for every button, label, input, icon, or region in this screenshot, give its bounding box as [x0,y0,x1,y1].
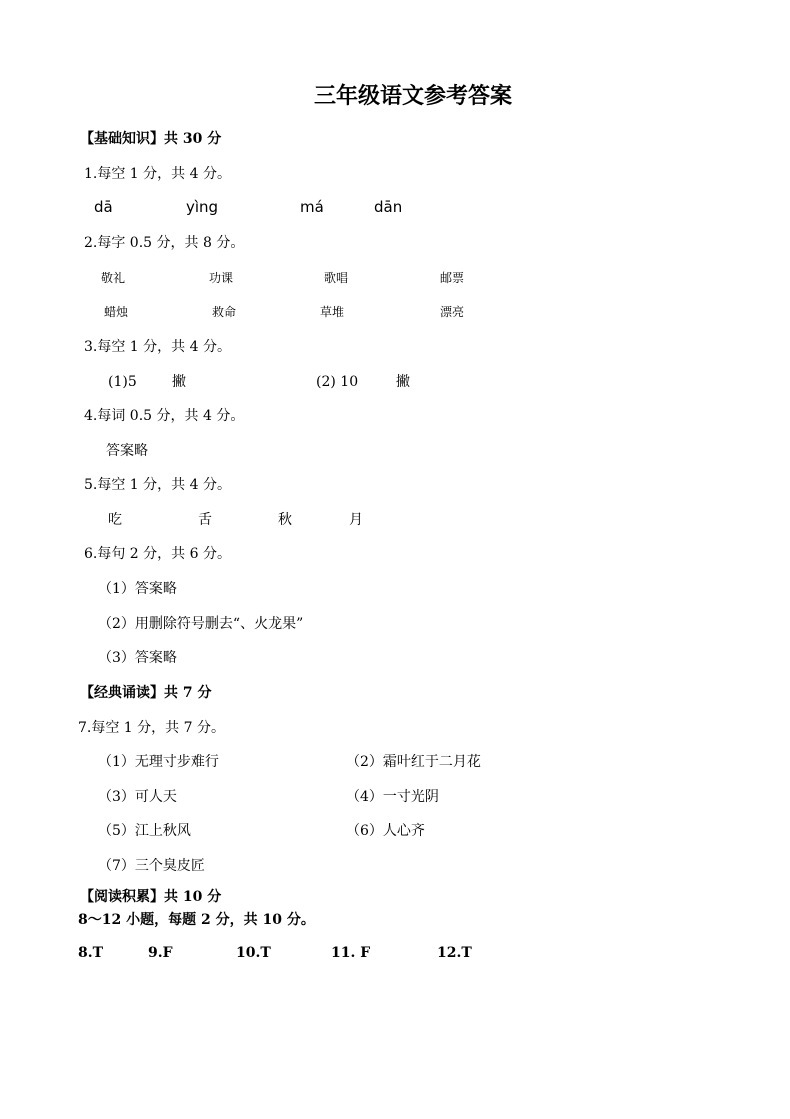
q7-answer-3: （3）可人天 [98,789,177,805]
q2-answer-8: 漂亮 [440,305,465,319]
q3-answer-4: 撇 [396,374,410,390]
q3-answer-3: (2) 10 [316,374,359,390]
q2-answer-7: 草堆 [320,305,345,319]
section-heading-reading: 【阅读积累】共 10 分 [80,889,222,905]
q7-answer-1: （1）无理寸步难行 [98,754,219,770]
q5-answer-4: 月 [349,512,363,528]
q5-answer-3: 秋 [278,512,292,528]
q9-answer: 9.F [148,945,173,961]
q7-answer-5: （5）江上秋风 [98,823,191,839]
q7-answer-7: （7）三个臭皮匠 [98,858,205,874]
q5-answer-2: 舌 [198,512,212,528]
q2-answer-1: 敬礼 [101,271,126,285]
q1-answer-1: dā [94,198,113,216]
q3-answer-2: 撇 [172,374,186,390]
q2-answer-4: 邮票 [440,271,465,285]
q10-answer: 10.T [236,945,271,961]
question-8-12-scoring: 8～12 小题，每题 2 分，共 10 分。 [78,912,315,928]
question-5-scoring: 5.每空 1 分，共 4 分。 [84,477,231,493]
q2-answer-2: 功课 [209,271,234,285]
question-3-scoring: 3.每空 1 分，共 4 分。 [84,339,231,355]
q1-answer-3: má [300,198,324,216]
q1-answer-4: dān [374,198,403,216]
q1-answer-2: yìng [186,198,219,216]
q7-answer-4: （4）一寸光阴 [346,789,439,805]
q6-answer-2: （2）用删除符号删去“、火龙果” [98,616,304,632]
q6-answer-1: （1）答案略 [98,581,177,597]
q3-answer-1: (1)5 [108,374,137,390]
question-1-scoring: 1.每空 1 分，共 4 分。 [84,166,231,182]
q11-answer: 11. F [331,945,371,961]
page-title: 三年级语文参考答案 [313,84,512,109]
q5-answer-1: 吃 [108,512,122,528]
q2-answer-6: 救命 [212,305,237,319]
q8-answer: 8.T [78,945,104,961]
q7-answer-6: （6）人心齐 [346,823,425,839]
q7-answer-2: （2）霜叶红于二月花 [346,754,481,770]
question-6-scoring: 6.每句 2 分，共 6 分。 [84,546,231,562]
q6-answer-3: （3）答案略 [98,650,177,666]
section-heading-basic: 【基础知识】共 30 分 [80,131,222,147]
q4-answer: 答案略 [106,443,148,459]
q2-answer-5: 蜡烛 [104,305,129,319]
section-heading-classic: 【经典诵读】共 7 分 [80,685,212,701]
question-2-scoring: 2.每字 0.5 分，共 8 分。 [84,235,245,251]
question-7-scoring: 7.每空 1 分，共 7 分。 [78,720,225,736]
q2-answer-3: 歌唱 [324,271,349,285]
question-4-scoring: 4.每词 0.5 分，共 4 分。 [84,408,245,424]
q12-answer: 12.T [437,945,472,961]
